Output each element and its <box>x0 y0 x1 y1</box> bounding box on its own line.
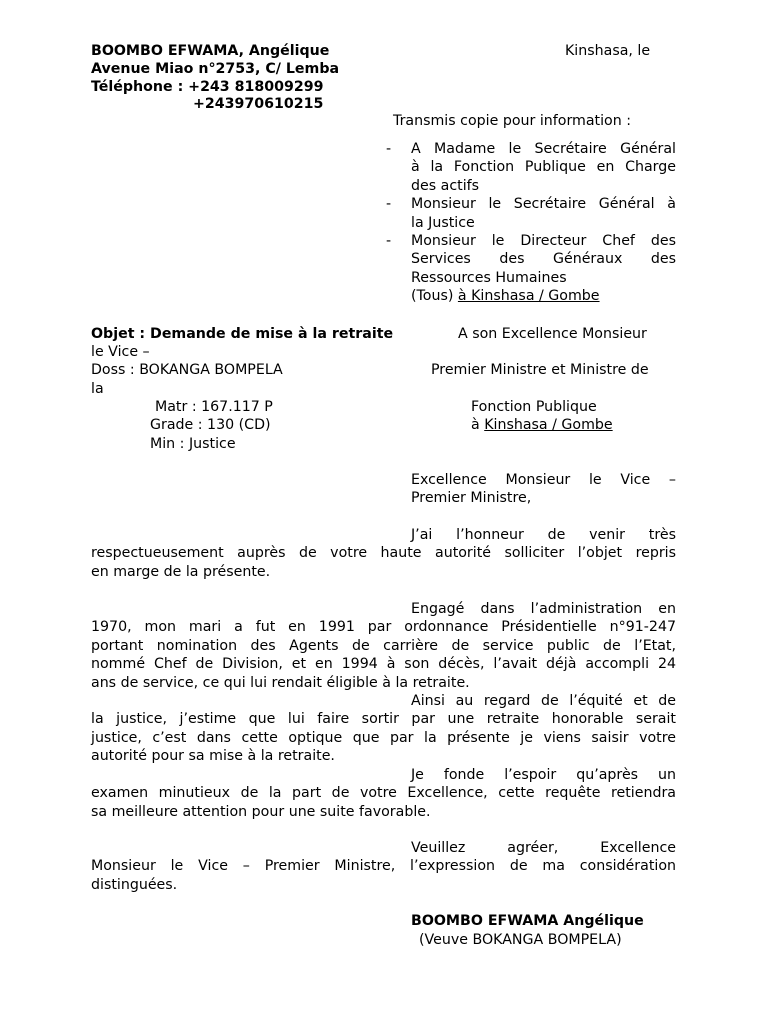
paragraph-line: examen minutieux de la part de votre Excellence, cette requête retiendra <box>91 785 676 802</box>
subject-grade: Grade : 130 (CD) <box>150 417 271 433</box>
body-paragraph-5 <box>91 839 676 894</box>
place-date: Kinshasa, le <box>565 43 651 59</box>
copy-item-line: à la Fonction Publique en Charge <box>411 159 676 176</box>
copy-notice-heading: Transmis copie pour information : <box>393 113 632 129</box>
paragraph-line: Monsieur le Vice – Premier Ministre, l’expression de ma considération <box>91 858 676 875</box>
sender-phone: Téléphone : +243 818009299 <box>91 79 324 95</box>
paragraph-line: Ainsi au regard de l’équité et de <box>411 693 676 709</box>
list-dash: - <box>386 233 392 250</box>
paragraph-line: Je fonde l’espoir qu’après un <box>411 767 676 783</box>
copy-item-2 <box>386 195 676 232</box>
paragraph-line: Veuillez agréer, Excellence <box>411 840 676 856</box>
recipient-line-1-wrap: le Vice – <box>91 344 150 360</box>
subject-dossier: Doss : BOKANGA BOMPELA <box>91 362 283 378</box>
signature-name: BOOMBO EFWAMA Angélique <box>411 913 644 929</box>
list-dash: - <box>386 196 392 213</box>
copy-item-line: Ressources Humaines <box>411 269 567 286</box>
paragraph-line: nommé Chef de Division, et en 1994 à son décès, l’avait déjà accompli 24 <box>91 656 676 673</box>
paragraph-line: la justice, j’estime que lui faire sortir par une retraite honorable serait <box>91 711 676 728</box>
paragraph-line: 1970, mon mari a fut en 1991 par ordonnance Présidentielle n°91-247 <box>91 619 676 636</box>
copy-notice-list <box>386 140 676 306</box>
list-dash: - <box>386 141 392 157</box>
copy-item-line: la Justice <box>411 214 475 231</box>
copy-item-line: Monsieur le Directeur Chef des <box>411 233 676 250</box>
copy-item-line: Monsieur le Secrétaire Général à <box>411 196 676 213</box>
copy-tail <box>411 287 676 305</box>
subject-matricule: Matr : 167.117 P <box>155 399 273 415</box>
sender-phone-2: +243970610215 <box>193 96 324 112</box>
paragraph-line: respectueusement auprès de votre haute autorité solliciter l’objet repris <box>91 545 676 562</box>
paragraph-line: portant nomination des Agents de carrière de service public de l’Etat, <box>91 637 676 654</box>
paragraph-line: ans de service, ce qui lui rendait éligible à la retraite. <box>91 674 470 691</box>
salutation <box>411 471 676 508</box>
recipient-line-2: Premier Ministre et Ministre de <box>431 362 649 378</box>
sender-name: BOOMBO EFWAMA, Angélique <box>91 43 330 59</box>
copy-tail-place: à Kinshasa / Gombe <box>457 288 600 305</box>
copy-item-line: des actifs <box>411 177 480 194</box>
paragraph-line: distinguées. <box>91 876 178 893</box>
paragraph-line: Engagé dans l’administration en <box>411 601 676 617</box>
sender-address: Avenue Miao n°2753, C/ Lemba <box>91 61 340 77</box>
copy-tail-prefix: (Tous) <box>411 288 454 305</box>
paragraph-line: justice, c’est dans cette optique que par la présente je viens saisir votre <box>91 729 676 746</box>
body-paragraph-4 <box>91 766 676 821</box>
copy-item-1 <box>386 140 676 195</box>
subject-label: Objet : Demande de mise à la retraite <box>91 326 394 342</box>
recipient-line-2-wrap: la <box>91 381 104 397</box>
body-paragraph-3 <box>91 692 676 766</box>
paragraph-line: J’ai l’honneur de venir très <box>411 527 676 543</box>
body-paragraph-1 <box>91 526 676 581</box>
recipient-line-4 <box>471 416 613 434</box>
salutation-line: Premier Ministre, <box>411 490 532 507</box>
subject-ministry: Min : Justice <box>150 436 236 452</box>
paragraph-line: autorité pour sa mise à la retraite. <box>91 748 335 765</box>
copy-item-line: A Madame le Secrétaire Général <box>411 141 676 157</box>
recipient-place: Kinshasa / Gombe <box>484 417 613 433</box>
copy-item-line: Services des Généraux des <box>411 251 676 268</box>
body-paragraph-2 <box>91 600 676 692</box>
recipient-line-3: Fonction Publique <box>471 399 597 415</box>
copy-item-3 <box>386 232 676 306</box>
salutation-line: Excellence Monsieur le Vice – <box>411 472 676 488</box>
recipient-line-1: A son Excellence Monsieur <box>458 326 647 342</box>
paragraph-line: sa meilleure attention pour une suite favorable. <box>91 803 431 820</box>
paragraph-line: en marge de la présente. <box>91 563 271 580</box>
signature-note: (Veuve BOKANGA BOMPELA) <box>419 932 622 948</box>
recipient-place-prefix: à <box>471 417 480 433</box>
